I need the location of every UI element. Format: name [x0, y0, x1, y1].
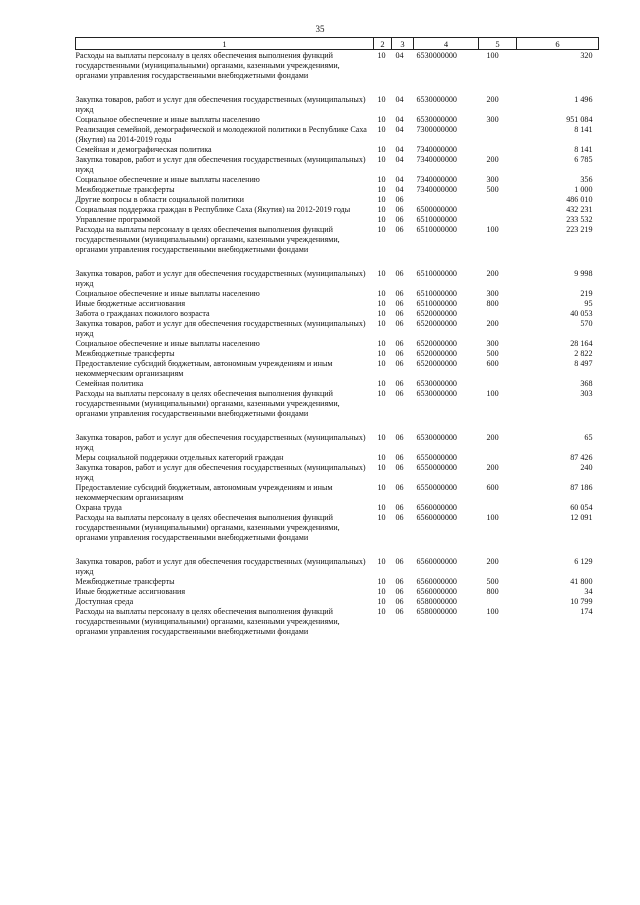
cell-target-article: 6520000000 [416, 349, 457, 358]
cell-subsection: 06 [395, 225, 404, 234]
cell-expense-type [479, 597, 517, 607]
table-row [76, 607, 599, 637]
cell-amount: 432 231 [566, 205, 593, 214]
table-row [76, 205, 599, 215]
cell-amount: 87 426 [570, 453, 593, 462]
cell-target-article: 6530000000 [416, 379, 457, 388]
cell-section: 10 [377, 269, 386, 278]
table-row [76, 225, 599, 269]
cell-amount: 40 053 [570, 309, 593, 318]
cell-expense-type: 200 [486, 433, 499, 442]
table-row [76, 379, 599, 389]
header-col-1: 1 [76, 38, 374, 50]
cell-target-article: 6510000000 [416, 299, 457, 308]
cell-section: 10 [377, 557, 386, 566]
page-number: 35 [315, 24, 325, 34]
cell-subsection: 04 [395, 145, 404, 154]
cell-amount: 87 186 [570, 483, 593, 492]
budget-table-container [75, 37, 598, 637]
cell-name: Охрана труда [75, 503, 122, 512]
cell-amount: 28 164 [570, 339, 593, 348]
cell-amount: 8 141 [574, 125, 593, 134]
cell-name: Расходы на выплаты персоналу в целях обеспечения выполнения функций государственными (муниципальными) органами, казенными учреждениями, органами управления государственными внебюджетными фондами [75, 513, 340, 542]
cell-section: 10 [377, 185, 386, 194]
cell-target-article: 6560000000 [416, 577, 457, 586]
cell-section: 10 [377, 513, 386, 522]
cell-name: Закупка товаров, работ и услуг для обеспечения государственных (муниципальных) нужд [75, 155, 366, 174]
cell-expense-type [479, 125, 517, 145]
cell-section: 10 [377, 453, 386, 462]
cell-expense-type [479, 503, 517, 513]
cell-name: Расходы на выплаты персоналу в целях обеспечения выполнения функций государственными (муниципальными) органами, казенными учреждениями, органами управления государственными внебюджетными фондами [75, 51, 340, 80]
cell-name: Межбюджетные трансферты [75, 349, 175, 358]
cell-target-article: 6560000000 [416, 557, 457, 566]
cell-amount: 320 [580, 51, 593, 60]
cell-name: Межбюджетные трансферты [75, 185, 175, 194]
cell-expense-type: 300 [486, 289, 499, 298]
cell-section: 10 [377, 225, 386, 234]
cell-name: Расходы на выплаты персоналу в целях обеспечения выполнения функций государственными (муниципальными) органами, казенными учреждениями, органами управления государственными внебюджетными фондами [75, 389, 340, 418]
table-row [76, 349, 599, 359]
cell-amount: 65 [584, 433, 593, 442]
cell-subsection: 06 [395, 195, 404, 204]
cell-subsection: 06 [395, 597, 404, 606]
cell-section: 10 [377, 359, 386, 368]
cell-subsection: 04 [395, 185, 404, 194]
table-row [76, 50, 599, 96]
cell-subsection: 06 [395, 319, 404, 328]
cell-amount: 34 [584, 587, 593, 596]
table-row [76, 195, 599, 205]
cell-amount: 6 129 [574, 557, 593, 566]
cell-subsection: 04 [395, 51, 404, 60]
cell-target-article: 6520000000 [416, 309, 457, 318]
cell-expense-type: 500 [486, 349, 499, 358]
cell-amount: 10 799 [570, 597, 593, 606]
cell-subsection: 04 [395, 155, 404, 164]
cell-subsection: 06 [395, 483, 404, 492]
table-row [76, 453, 599, 463]
cell-amount: 486 010 [566, 195, 593, 204]
cell-expense-type: 100 [486, 225, 499, 234]
cell-target-article: 6530000000 [416, 115, 457, 124]
cell-expense-type: 200 [486, 155, 499, 164]
cell-section: 10 [377, 433, 386, 442]
table-row [76, 309, 599, 319]
cell-target-article: 6510000000 [416, 215, 457, 224]
cell-expense-type: 100 [486, 513, 499, 522]
cell-target-article: 7340000000 [416, 175, 457, 184]
table-row [76, 463, 599, 483]
cell-target-article: 6580000000 [416, 607, 457, 616]
cell-target-article: 6580000000 [416, 597, 457, 606]
cell-expense-type: 100 [486, 389, 499, 398]
cell-expense-type [479, 453, 517, 463]
table-row [76, 115, 599, 125]
cell-target-article: 6510000000 [416, 269, 457, 278]
cell-name: Закупка товаров, работ и услуг для обеспечения государственных (муниципальных) нужд [75, 269, 366, 288]
cell-amount: 223 219 [566, 225, 593, 234]
cell-amount: 41 800 [570, 577, 593, 586]
cell-section: 10 [377, 349, 386, 358]
table-row [76, 125, 599, 145]
table-row [76, 95, 599, 115]
cell-name: Семейная и демографическая политика [75, 145, 212, 154]
cell-amount: 570 [580, 319, 593, 328]
cell-amount: 303 [580, 389, 593, 398]
cell-expense-type: 200 [486, 319, 499, 328]
cell-name: Семейная политика [75, 379, 144, 388]
cell-name: Меры социальной поддержки отдельных категорий граждан [75, 453, 284, 462]
header-col-6: 6 [517, 38, 599, 50]
cell-name: Управление программой [75, 215, 161, 224]
cell-subsection: 06 [395, 309, 404, 318]
cell-name: Реализация семейной, демографической и молодежной политики в Республике Саха (Якутия) на 2014-2019 годы [75, 125, 367, 144]
cell-name: Расходы на выплаты персоналу в целях обеспечения выполнения функций государственными (муниципальными) органами, казенными учреждениями, органами управления государственными внебюджетными фондами [75, 225, 340, 254]
cell-section: 10 [377, 607, 386, 616]
cell-subsection: 04 [395, 95, 404, 104]
budget-table [75, 37, 599, 637]
cell-target-article: 6560000000 [416, 587, 457, 596]
cell-expense-type: 300 [486, 115, 499, 124]
cell-name: Социальное обеспечение и иные выплаты населению [75, 289, 260, 298]
cell-section: 10 [377, 597, 386, 606]
cell-name: Закупка товаров, работ и услуг для обеспечения государственных (муниципальных) нужд [75, 433, 366, 452]
cell-expense-type: 200 [486, 95, 499, 104]
cell-section: 10 [377, 463, 386, 472]
cell-subsection: 06 [395, 503, 404, 512]
cell-section: 10 [377, 289, 386, 298]
cell-amount: 1 496 [574, 95, 593, 104]
cell-expense-type [479, 379, 517, 389]
cell-section: 10 [377, 125, 386, 134]
cell-subsection: 06 [395, 215, 404, 224]
table-row [76, 359, 599, 379]
cell-expense-type: 200 [486, 269, 499, 278]
cell-subsection: 04 [395, 125, 404, 134]
table-body [76, 50, 599, 638]
cell-target-article: 6520000000 [416, 339, 457, 348]
cell-name: Иные бюджетные ассигнования [75, 587, 186, 596]
cell-target-article: 6520000000 [416, 319, 457, 328]
cell-expense-type [479, 195, 517, 205]
cell-subsection: 06 [395, 269, 404, 278]
cell-amount: 951 084 [566, 115, 593, 124]
cell-section: 10 [377, 309, 386, 318]
table-row [76, 185, 599, 195]
cell-subsection: 06 [395, 339, 404, 348]
cell-name: Забота о гражданах пожилого возраста [75, 309, 210, 318]
cell-section: 10 [377, 175, 386, 184]
cell-target-article: 6510000000 [416, 289, 457, 298]
cell-amount: 12 091 [570, 513, 593, 522]
cell-expense-type: 100 [486, 607, 499, 616]
cell-amount: 233 532 [566, 215, 593, 224]
cell-expense-type [479, 309, 517, 319]
table-row [76, 215, 599, 225]
cell-name: Социальное обеспечение и иные выплаты населению [75, 339, 260, 348]
table-row [76, 389, 599, 433]
cell-target-article: 6560000000 [416, 513, 457, 522]
table-row [76, 513, 599, 557]
cell-expense-type: 500 [486, 577, 499, 586]
cell-section: 10 [377, 587, 386, 596]
table-row [76, 503, 599, 513]
cell-expense-type: 500 [486, 185, 499, 194]
cell-amount: 9 998 [574, 269, 593, 278]
cell-subsection: 06 [395, 205, 404, 214]
cell-subsection: 06 [395, 389, 404, 398]
cell-section: 10 [377, 51, 386, 60]
cell-subsection: 04 [395, 115, 404, 124]
header-col-4: 4 [414, 38, 479, 50]
table-row [76, 289, 599, 299]
cell-target-article: 6550000000 [416, 483, 457, 492]
table-row [76, 557, 599, 577]
cell-expense-type: 600 [486, 483, 499, 492]
cell-expense-type: 800 [486, 587, 499, 596]
table-row [76, 339, 599, 349]
cell-amount: 174 [580, 607, 593, 616]
cell-subsection: 06 [395, 557, 404, 566]
cell-amount: 2 822 [574, 349, 593, 358]
cell-target-article: 6550000000 [416, 463, 457, 472]
cell-section: 10 [377, 339, 386, 348]
cell-name: Закупка товаров, работ и услуг для обеспечения государственных (муниципальных) нужд [75, 95, 366, 114]
cell-section: 10 [377, 379, 386, 388]
cell-amount: 356 [580, 175, 593, 184]
cell-name: Предоставление субсидий бюджетным, автономным учреждениям и иным некоммерческим организациям [75, 359, 333, 378]
cell-target-article: 6530000000 [416, 389, 457, 398]
table-row [76, 145, 599, 155]
cell-subsection: 06 [395, 379, 404, 388]
cell-subsection: 06 [395, 453, 404, 462]
cell-section: 10 [377, 299, 386, 308]
cell-amount: 6 785 [574, 155, 593, 164]
table-header-row [76, 38, 599, 50]
cell-name: Закупка товаров, работ и услуг для обеспечения государственных (муниципальных) нужд [75, 319, 366, 338]
cell-subsection: 06 [395, 577, 404, 586]
cell-target-article [414, 195, 479, 205]
cell-section: 10 [377, 503, 386, 512]
table-row [76, 577, 599, 587]
cell-expense-type [479, 215, 517, 225]
cell-name: Предоставление субсидий бюджетным, автономным учреждениям и иным некоммерческим организациям [75, 483, 333, 502]
cell-amount: 95 [584, 299, 593, 308]
cell-subsection: 06 [395, 513, 404, 522]
cell-expense-type: 300 [486, 339, 499, 348]
cell-expense-type: 100 [486, 51, 499, 60]
cell-expense-type: 200 [486, 463, 499, 472]
cell-amount: 60 054 [570, 503, 593, 512]
cell-section: 10 [377, 145, 386, 154]
table-row [76, 299, 599, 309]
table-row [76, 155, 599, 175]
cell-expense-type: 600 [486, 359, 499, 368]
cell-amount: 8 497 [574, 359, 593, 368]
table-row [76, 597, 599, 607]
cell-name: Закупка товаров, работ и услуг для обеспечения государственных (муниципальных) нужд [75, 557, 366, 576]
table-row [76, 269, 599, 289]
cell-expense-type: 200 [486, 557, 499, 566]
cell-target-article: 6560000000 [416, 503, 457, 512]
cell-subsection: 06 [395, 289, 404, 298]
cell-subsection: 06 [395, 607, 404, 616]
cell-subsection: 06 [395, 349, 404, 358]
cell-subsection: 06 [395, 587, 404, 596]
cell-section: 10 [377, 115, 386, 124]
cell-target-article: 6530000000 [416, 95, 457, 104]
cell-section: 10 [377, 577, 386, 586]
cell-subsection: 06 [395, 463, 404, 472]
cell-subsection: 06 [395, 359, 404, 368]
cell-section: 10 [377, 155, 386, 164]
cell-expense-type [479, 205, 517, 215]
cell-amount: 1 000 [574, 185, 593, 194]
cell-section: 10 [377, 215, 386, 224]
cell-name: Межбюджетные трансферты [75, 577, 175, 586]
cell-section: 10 [377, 389, 386, 398]
table-row [76, 433, 599, 453]
cell-target-article: 6520000000 [416, 359, 457, 368]
table-row [76, 319, 599, 339]
cell-subsection: 06 [395, 299, 404, 308]
cell-target-article: 6550000000 [416, 453, 457, 462]
cell-amount: 368 [580, 379, 593, 388]
table-row [76, 587, 599, 597]
cell-target-article: 6510000000 [416, 225, 457, 234]
cell-name: Социальная поддержка граждан в Республике Саха (Якутия) на 2012-2019 годы [75, 205, 351, 214]
cell-section: 10 [377, 483, 386, 492]
cell-name: Другие вопросы в области социальной политики [75, 195, 244, 204]
cell-target-article: 7340000000 [416, 155, 457, 164]
cell-target-article: 6530000000 [416, 51, 457, 60]
cell-name: Доступная среда [75, 597, 134, 606]
cell-expense-type [479, 145, 517, 155]
cell-amount: 219 [580, 289, 593, 298]
cell-section: 10 [377, 95, 386, 104]
cell-name: Закупка товаров, работ и услуг для обеспечения государственных (муниципальных) нужд [75, 463, 366, 482]
cell-section: 10 [377, 319, 386, 328]
cell-expense-type: 800 [486, 299, 499, 308]
table-row [76, 175, 599, 185]
cell-subsection: 04 [395, 175, 404, 184]
cell-amount: 8 141 [574, 145, 593, 154]
table-row [76, 483, 599, 503]
cell-amount: 240 [580, 463, 593, 472]
cell-target-article: 6530000000 [416, 433, 457, 442]
cell-name: Иные бюджетные ассигнования [75, 299, 186, 308]
cell-target-article: 6500000000 [416, 205, 457, 214]
cell-target-article: 7340000000 [416, 145, 457, 154]
header-col-5: 5 [479, 38, 517, 50]
header-col-3: 3 [392, 38, 414, 50]
cell-name: Социальное обеспечение и иные выплаты населению [75, 175, 260, 184]
cell-name: Расходы на выплаты персоналу в целях обеспечения выполнения функций государственными (муниципальными) органами, казенными учреждениями, органами управления государственными внебюджетными фондами [75, 607, 340, 636]
cell-target-article: 7340000000 [416, 185, 457, 194]
cell-section: 10 [377, 195, 386, 204]
cell-expense-type: 300 [486, 175, 499, 184]
cell-name: Социальное обеспечение и иные выплаты населению [75, 115, 260, 124]
cell-subsection: 06 [395, 433, 404, 442]
cell-section: 10 [377, 205, 386, 214]
header-col-2: 2 [374, 38, 392, 50]
cell-target-article: 7300000000 [416, 125, 457, 134]
